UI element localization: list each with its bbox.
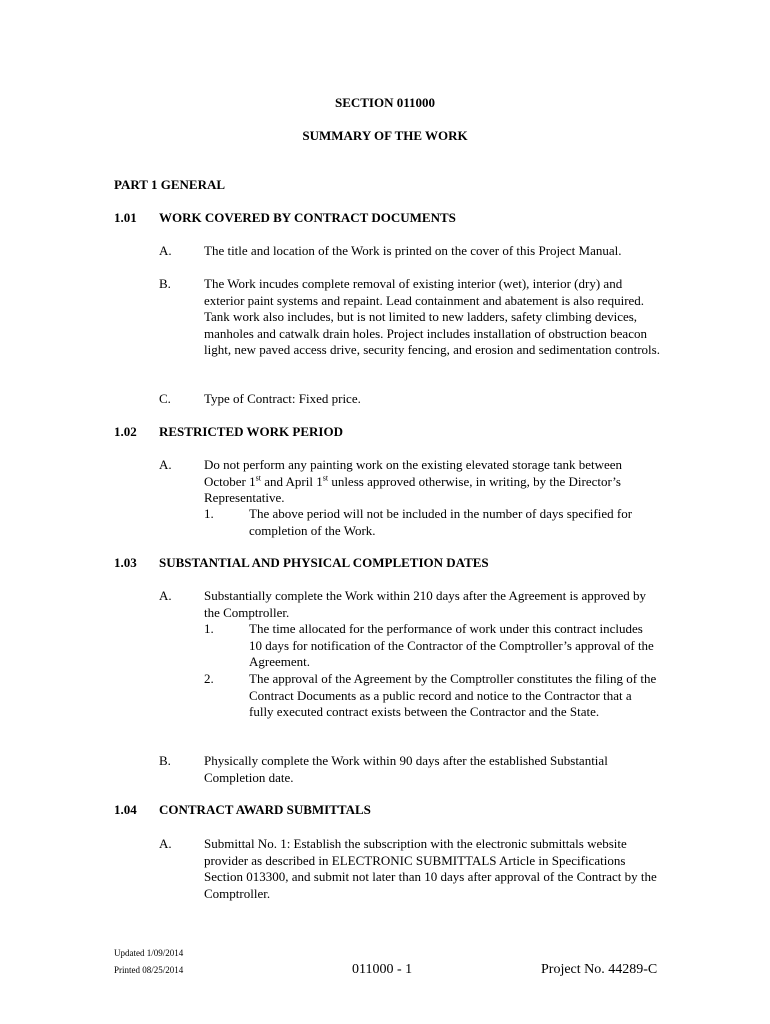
subparagraph-text: The approval of the Agreement by the Comptroller constitutes the filing of the Contract Documents as a public record and notice to the Contractor that a fully executed contract exists between the Contractor and the State.: [249, 671, 657, 719]
subparagraph-number: 1.: [204, 621, 214, 636]
paragraph-letter: A.: [159, 243, 172, 258]
article-title: WORK COVERED BY CONTRACT DOCUMENTS: [159, 210, 456, 225]
article-number: 1.02: [114, 424, 137, 439]
subparagraph-text: The above period will not be included in the number of days specified for completion of the Work.: [249, 506, 633, 538]
article-title: CONTRACT AWARD SUBMITTALS: [159, 802, 371, 817]
paragraph-letter: B.: [159, 753, 171, 768]
part-heading: PART 1 GENERAL: [114, 177, 226, 192]
article-title: SUBSTANTIAL AND PHYSICAL COMPLETION DATES: [159, 555, 489, 570]
paragraph-text-part: and April 1: [260, 473, 323, 489]
footer-project-number: Project No. 44289-C: [541, 962, 658, 977]
article-number: 1.03: [114, 555, 137, 570]
paragraph-text: The title and location of the Work is printed on the cover of this Project Manual.: [204, 243, 622, 258]
paragraph-text: Physically complete the Work within 90 days after the established Substantial Completion date.: [204, 753, 608, 785]
article-number: 1.04: [114, 802, 137, 817]
subparagraph-number: 1.: [204, 506, 214, 521]
article-title: RESTRICTED WORK PERIOD: [159, 424, 343, 439]
paragraph-letter: A.: [159, 457, 172, 472]
paragraph-text: The Work incudes complete removal of existing interior (wet), interior (dry) and exterior paint systems and repaint. Lead containment and abatement is also required. Tank work also includes, but is not limited to new ladders, safety climbing devices, manholes and catwalk drain holes. Project includes installation of obstruction beacon light, new paved access drive, security fencing, and erosion and sedimentation controls.: [204, 276, 660, 357]
paragraph-text: Substantially complete the Work within 210 days after the Agreement is approved by the Comptroller.: [204, 588, 647, 620]
article-number: 1.01: [114, 210, 137, 225]
superscript: st: [322, 473, 329, 483]
paragraph-letter: B.: [159, 276, 171, 291]
paragraph-text-part: unless approved otherwise, in writing, by the Director’s Representative.: [204, 473, 621, 505]
section-title: SUMMARY OF THE WORK: [302, 128, 468, 143]
paragraph-letter: C.: [159, 391, 171, 406]
paragraph-text: [204, 457, 664, 507]
paragraph-text: Submittal No. 1: Establish the subscription with the electronic submittals website provider as described in ELECTRONIC SUBMITTALS Article in Specifications Section 013300, and submit not later than 10 days after approval of the Contract by the Comptroller.: [204, 836, 657, 901]
paragraph-text: Type of Contract: Fixed price.: [204, 391, 361, 406]
paragraph-text-part: Do not perform any painting work on the existing elevated storage tank between October 1: [204, 457, 623, 489]
paragraph-letter: A.: [159, 836, 172, 851]
footer-page-number: 011000 - 1: [352, 962, 413, 977]
superscript: st: [255, 473, 261, 483]
section-number: SECTION 011000: [334, 95, 436, 110]
paragraph-letter: A.: [159, 588, 172, 603]
subparagraph-number: 2.: [204, 671, 214, 686]
footer-printed-date: Printed 08/25/2014: [114, 965, 184, 975]
subparagraph-text: The time allocated for the performance of work under this contract includes 10 days for notification of the Contractor of the Comptroller’s approval of the Agreement.: [249, 621, 654, 669]
footer-updated-date: Updated 1/09/2014: [114, 948, 184, 958]
